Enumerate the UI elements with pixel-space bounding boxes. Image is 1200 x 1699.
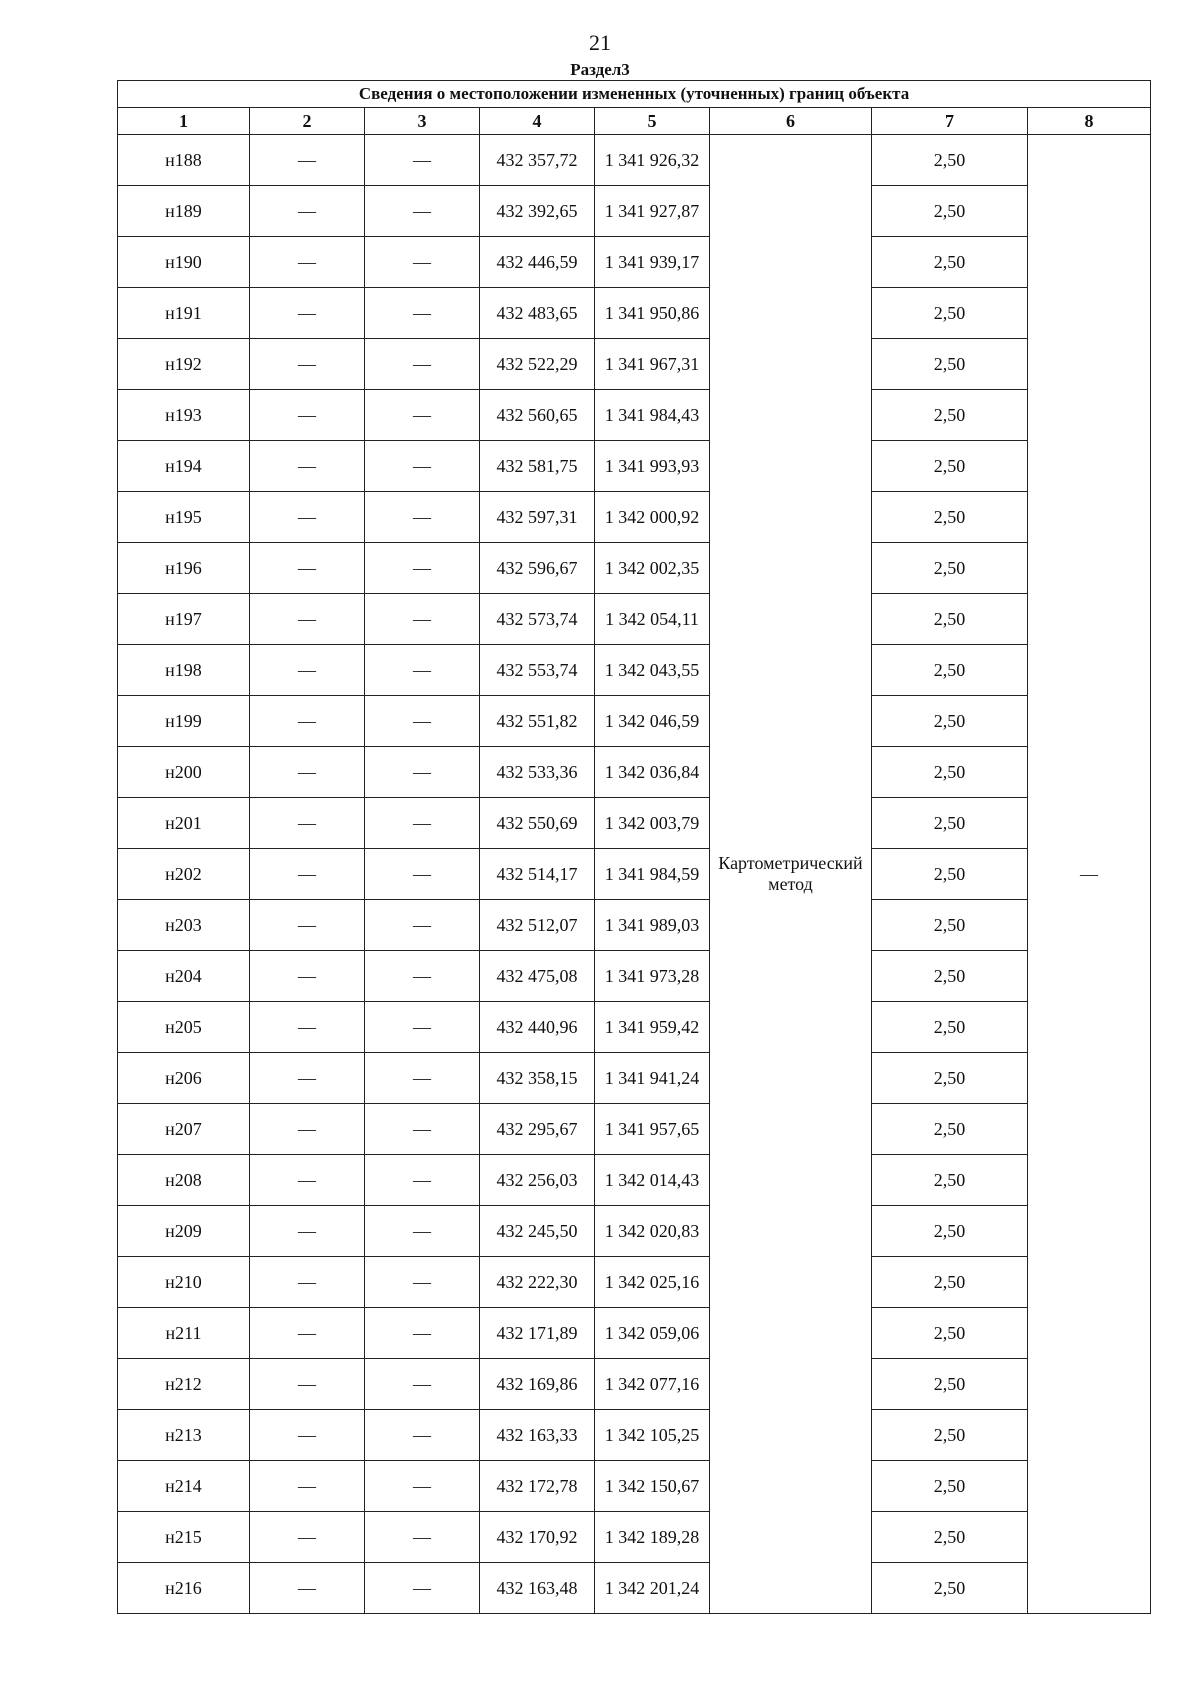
x-coordinate-cell: 432 440,96 <box>480 1002 595 1053</box>
point-cell: н214 <box>118 1461 250 1512</box>
table-row <box>118 339 1151 390</box>
column-number: 3 <box>365 108 480 135</box>
y-coordinate-cell: 1 342 201,24 <box>595 1563 710 1614</box>
accuracy-cell: 2,50 <box>872 339 1028 390</box>
y-coordinate-cell: 1 341 927,87 <box>595 186 710 237</box>
x-coordinate-cell: 432 596,67 <box>480 543 595 594</box>
accuracy-cell: 2,50 <box>872 1512 1028 1563</box>
table-row <box>118 543 1151 594</box>
accuracy-cell: 2,50 <box>872 186 1028 237</box>
table-row <box>118 390 1151 441</box>
section-title: Раздел3 <box>570 60 630 79</box>
column-number: 4 <box>480 108 595 135</box>
table-row <box>118 1563 1151 1614</box>
column-2-cell: — <box>250 1206 365 1257</box>
accuracy-cell: 2,50 <box>872 900 1028 951</box>
x-coordinate-cell: 432 245,50 <box>480 1206 595 1257</box>
point-cell: н199 <box>118 696 250 747</box>
y-coordinate-cell: 1 342 077,16 <box>595 1359 710 1410</box>
column-2-cell: — <box>250 1053 365 1104</box>
table-body <box>118 135 1151 1614</box>
point-cell: н211 <box>118 1308 250 1359</box>
accuracy-cell: 2,50 <box>872 747 1028 798</box>
column-2-cell: — <box>250 543 365 594</box>
table-row <box>118 1104 1151 1155</box>
table-row <box>118 747 1151 798</box>
table-row <box>118 1410 1151 1461</box>
table-row <box>118 1461 1151 1512</box>
x-coordinate-cell: 432 392,65 <box>480 186 595 237</box>
column-8-cell: — <box>1028 135 1151 1614</box>
table-row <box>118 288 1151 339</box>
column-3-cell: — <box>365 1053 480 1104</box>
table-row <box>118 951 1151 1002</box>
column-2-cell: — <box>250 492 365 543</box>
y-coordinate-cell: 1 341 950,86 <box>595 288 710 339</box>
y-coordinate-cell: 1 342 014,43 <box>595 1155 710 1206</box>
accuracy-cell: 2,50 <box>872 951 1028 1002</box>
column-2-cell: — <box>250 951 365 1002</box>
point-cell: н196 <box>118 543 250 594</box>
accuracy-cell: 2,50 <box>872 696 1028 747</box>
y-coordinate-cell: 1 342 046,59 <box>595 696 710 747</box>
y-coordinate-cell: 1 342 150,67 <box>595 1461 710 1512</box>
point-cell: н216 <box>118 1563 250 1614</box>
x-coordinate-cell: 432 581,75 <box>480 441 595 492</box>
column-2-cell: — <box>250 849 365 900</box>
point-cell: н188 <box>118 135 250 186</box>
table-row <box>118 1359 1151 1410</box>
column-3-cell: — <box>365 849 480 900</box>
accuracy-cell: 2,50 <box>872 1563 1028 1614</box>
y-coordinate-cell: 1 342 025,16 <box>595 1257 710 1308</box>
point-cell: н202 <box>118 849 250 900</box>
point-cell: н209 <box>118 1206 250 1257</box>
y-coordinate-cell: 1 342 043,55 <box>595 645 710 696</box>
accuracy-cell: 2,50 <box>872 237 1028 288</box>
table-row <box>118 696 1151 747</box>
accuracy-cell: 2,50 <box>872 441 1028 492</box>
column-number: 5 <box>595 108 710 135</box>
table-row <box>118 135 1151 186</box>
column-3-cell: — <box>365 1257 480 1308</box>
column-3-cell: — <box>365 1206 480 1257</box>
point-cell: н195 <box>118 492 250 543</box>
point-cell: н193 <box>118 390 250 441</box>
point-cell: н206 <box>118 1053 250 1104</box>
table-row <box>118 441 1151 492</box>
column-number: 7 <box>872 108 1028 135</box>
column-3-cell: — <box>365 798 480 849</box>
point-cell: н207 <box>118 1104 250 1155</box>
accuracy-cell: 2,50 <box>872 1359 1028 1410</box>
x-coordinate-cell: 432 256,03 <box>480 1155 595 1206</box>
table-row <box>118 1053 1151 1104</box>
column-2-cell: — <box>250 1104 365 1155</box>
x-coordinate-cell: 432 597,31 <box>480 492 595 543</box>
x-coordinate-cell: 432 475,08 <box>480 951 595 1002</box>
column-2-cell: — <box>250 594 365 645</box>
y-coordinate-cell: 1 342 189,28 <box>595 1512 710 1563</box>
column-3-cell: — <box>365 135 480 186</box>
x-coordinate-cell: 432 550,69 <box>480 798 595 849</box>
y-coordinate-cell: 1 341 993,93 <box>595 441 710 492</box>
column-2-cell: — <box>250 1359 365 1410</box>
column-3-cell: — <box>365 339 480 390</box>
point-cell: н190 <box>118 237 250 288</box>
column-2-cell: — <box>250 1563 365 1614</box>
column-2-cell: — <box>250 1512 365 1563</box>
table-row <box>118 186 1151 237</box>
point-cell: н208 <box>118 1155 250 1206</box>
column-3-cell: — <box>365 1563 480 1614</box>
column-2-cell: — <box>250 135 365 186</box>
column-2-cell: — <box>250 696 365 747</box>
x-coordinate-cell: 432 358,15 <box>480 1053 595 1104</box>
x-coordinate-cell: 432 222,30 <box>480 1257 595 1308</box>
table-row <box>118 1512 1151 1563</box>
column-3-cell: — <box>365 1410 480 1461</box>
point-cell: н212 <box>118 1359 250 1410</box>
column-2-cell: — <box>250 1461 365 1512</box>
column-number: 8 <box>1028 108 1151 135</box>
column-3-cell: — <box>365 747 480 798</box>
point-cell: н204 <box>118 951 250 1002</box>
accuracy-cell: 2,50 <box>872 1461 1028 1512</box>
column-2-cell: — <box>250 237 365 288</box>
table-row <box>118 1206 1151 1257</box>
y-coordinate-cell: 1 341 959,42 <box>595 1002 710 1053</box>
point-cell: н192 <box>118 339 250 390</box>
column-3-cell: — <box>365 1308 480 1359</box>
x-coordinate-cell: 432 560,65 <box>480 390 595 441</box>
column-2-cell: — <box>250 1410 365 1461</box>
x-coordinate-cell: 432 522,29 <box>480 339 595 390</box>
table-row <box>118 594 1151 645</box>
x-coordinate-cell: 432 512,07 <box>480 900 595 951</box>
accuracy-cell: 2,50 <box>872 594 1028 645</box>
point-cell: н200 <box>118 747 250 798</box>
y-coordinate-cell: 1 341 984,59 <box>595 849 710 900</box>
column-3-cell: — <box>365 1461 480 1512</box>
accuracy-cell: 2,50 <box>872 1308 1028 1359</box>
accuracy-cell: 2,50 <box>872 1053 1028 1104</box>
x-coordinate-cell: 432 172,78 <box>480 1461 595 1512</box>
y-coordinate-cell: 1 341 984,43 <box>595 390 710 441</box>
column-2-cell: — <box>250 390 365 441</box>
y-coordinate-cell: 1 341 939,17 <box>595 237 710 288</box>
table-caption: Сведения о местоположении измененных (уточненных) границ объекта <box>118 81 1151 108</box>
column-2-cell: — <box>250 1002 365 1053</box>
table-row <box>118 798 1151 849</box>
point-cell: н203 <box>118 900 250 951</box>
y-coordinate-cell: 1 342 020,83 <box>595 1206 710 1257</box>
column-2-cell: — <box>250 1155 365 1206</box>
table-row <box>118 1308 1151 1359</box>
column-3-cell: — <box>365 441 480 492</box>
accuracy-cell: 2,50 <box>872 1002 1028 1053</box>
x-coordinate-cell: 432 170,92 <box>480 1512 595 1563</box>
y-coordinate-cell: 1 342 105,25 <box>595 1410 710 1461</box>
column-number: 1 <box>118 108 250 135</box>
x-coordinate-cell: 432 553,74 <box>480 645 595 696</box>
accuracy-cell: 2,50 <box>872 1206 1028 1257</box>
column-3-cell: — <box>365 1002 480 1053</box>
y-coordinate-cell: 1 342 002,35 <box>595 543 710 594</box>
accuracy-cell: 2,50 <box>872 135 1028 186</box>
point-cell: н201 <box>118 798 250 849</box>
column-3-cell: — <box>365 696 480 747</box>
table-row <box>118 1002 1151 1053</box>
accuracy-cell: 2,50 <box>872 390 1028 441</box>
column-2-cell: — <box>250 339 365 390</box>
y-coordinate-cell: 1 342 036,84 <box>595 747 710 798</box>
accuracy-cell: 2,50 <box>872 1104 1028 1155</box>
y-coordinate-cell: 1 341 967,31 <box>595 339 710 390</box>
accuracy-cell: 2,50 <box>872 288 1028 339</box>
x-coordinate-cell: 432 163,33 <box>480 1410 595 1461</box>
x-coordinate-cell: 432 573,74 <box>480 594 595 645</box>
point-cell: н198 <box>118 645 250 696</box>
accuracy-cell: 2,50 <box>872 1155 1028 1206</box>
table-row <box>118 237 1151 288</box>
y-coordinate-cell: 1 342 059,06 <box>595 1308 710 1359</box>
accuracy-cell: 2,50 <box>872 798 1028 849</box>
coordinates-table <box>117 80 1151 1614</box>
column-3-cell: — <box>365 186 480 237</box>
point-cell: н215 <box>118 1512 250 1563</box>
x-coordinate-cell: 432 169,86 <box>480 1359 595 1410</box>
point-cell: н210 <box>118 1257 250 1308</box>
column-number: 6 <box>710 108 872 135</box>
x-coordinate-cell: 432 163,48 <box>480 1563 595 1614</box>
column-3-cell: — <box>365 1512 480 1563</box>
column-2-cell: — <box>250 1308 365 1359</box>
point-cell: н194 <box>118 441 250 492</box>
column-2-cell: — <box>250 441 365 492</box>
column-3-cell: — <box>365 288 480 339</box>
x-coordinate-cell: 432 446,59 <box>480 237 595 288</box>
column-3-cell: — <box>365 543 480 594</box>
accuracy-cell: 2,50 <box>872 645 1028 696</box>
table-row <box>118 900 1151 951</box>
point-cell: н191 <box>118 288 250 339</box>
accuracy-cell: 2,50 <box>872 1257 1028 1308</box>
point-cell: н213 <box>118 1410 250 1461</box>
column-3-cell: — <box>365 900 480 951</box>
accuracy-cell: 2,50 <box>872 543 1028 594</box>
column-3-cell: — <box>365 951 480 1002</box>
column-3-cell: — <box>365 645 480 696</box>
x-coordinate-cell: 432 357,72 <box>480 135 595 186</box>
accuracy-cell: 2,50 <box>872 849 1028 900</box>
column-2-cell: — <box>250 900 365 951</box>
y-coordinate-cell: 1 341 957,65 <box>595 1104 710 1155</box>
column-number: 2 <box>250 108 365 135</box>
table-row <box>118 492 1151 543</box>
accuracy-cell: 2,50 <box>872 492 1028 543</box>
x-coordinate-cell: 432 483,65 <box>480 288 595 339</box>
column-2-cell: — <box>250 798 365 849</box>
y-coordinate-cell: 1 341 989,03 <box>595 900 710 951</box>
x-coordinate-cell: 432 533,36 <box>480 747 595 798</box>
column-3-cell: — <box>365 1155 480 1206</box>
y-coordinate-cell: 1 341 973,28 <box>595 951 710 1002</box>
column-3-cell: — <box>365 594 480 645</box>
column-2-cell: — <box>250 186 365 237</box>
table-row <box>118 645 1151 696</box>
column-2-cell: — <box>250 747 365 798</box>
column-3-cell: — <box>365 492 480 543</box>
x-coordinate-cell: 432 295,67 <box>480 1104 595 1155</box>
point-cell: н189 <box>118 186 250 237</box>
point-cell: н205 <box>118 1002 250 1053</box>
method-cell: Картометрический метод <box>710 135 872 1614</box>
y-coordinate-cell: 1 342 054,11 <box>595 594 710 645</box>
x-coordinate-cell: 432 171,89 <box>480 1308 595 1359</box>
table-row <box>118 1155 1151 1206</box>
column-3-cell: — <box>365 1104 480 1155</box>
x-coordinate-cell: 432 551,82 <box>480 696 595 747</box>
x-coordinate-cell: 432 514,17 <box>480 849 595 900</box>
y-coordinate-cell: 1 341 926,32 <box>595 135 710 186</box>
column-2-cell: — <box>250 288 365 339</box>
column-number-row <box>118 108 1151 135</box>
column-3-cell: — <box>365 1359 480 1410</box>
column-2-cell: — <box>250 645 365 696</box>
column-3-cell: — <box>365 237 480 288</box>
column-2-cell: — <box>250 1257 365 1308</box>
y-coordinate-cell: 1 342 003,79 <box>595 798 710 849</box>
table-row <box>118 849 1151 900</box>
y-coordinate-cell: 1 342 000,92 <box>595 492 710 543</box>
accuracy-cell: 2,50 <box>872 1410 1028 1461</box>
column-3-cell: — <box>365 390 480 441</box>
table-row <box>118 1257 1151 1308</box>
y-coordinate-cell: 1 341 941,24 <box>595 1053 710 1104</box>
page-number: 21 <box>589 30 611 55</box>
point-cell: н197 <box>118 594 250 645</box>
